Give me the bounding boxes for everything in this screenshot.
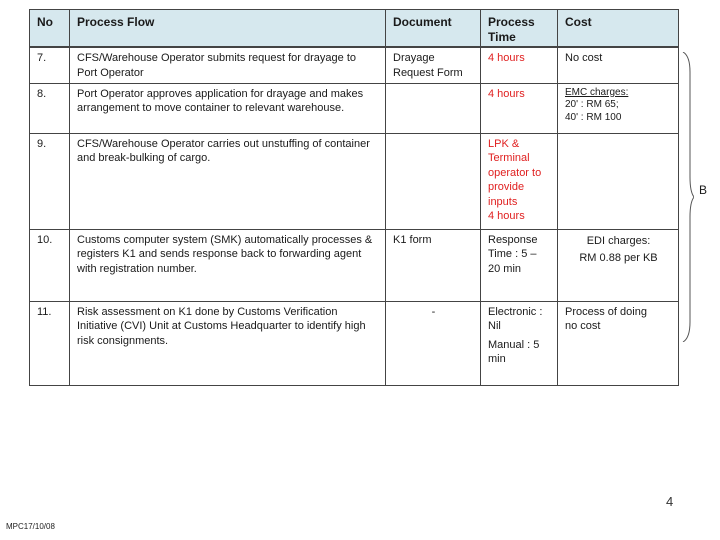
- time-line: Electronic :: [488, 305, 543, 318]
- process-flow-cell: CFS/Warehouse Operator carries out unstuffing of container and break-bulking of cargo.: [70, 133, 386, 229]
- time-line: provide: [488, 181, 525, 193]
- document-line: -: [431, 305, 436, 318]
- time-line: Nil: [488, 320, 501, 332]
- cost-cell: [558, 133, 679, 229]
- document-line: K1 form: [393, 233, 432, 246]
- row-number: 8.: [30, 83, 70, 133]
- cost-line: Process of doing: [565, 305, 647, 318]
- header-no: No: [30, 10, 70, 48]
- document-line: Request Form: [393, 66, 463, 79]
- document-cell: [386, 229, 481, 301]
- cost-line: 40' : RM 100: [565, 111, 622, 123]
- cost-line: No cost: [565, 52, 603, 64]
- process-time-cell: [481, 133, 558, 229]
- table-row: [30, 47, 679, 83]
- cost-cell: [558, 83, 679, 133]
- time-line: min: [488, 353, 506, 365]
- time-line: 4 hours: [488, 210, 525, 222]
- process-time-cell: [481, 47, 558, 83]
- bracket-label: B: [699, 183, 708, 197]
- header-document: Document: [386, 10, 481, 48]
- cost-line: 20' : RM 65;: [565, 99, 619, 110]
- document-cell: [386, 301, 481, 385]
- cost-line: RM 0.88 per KB: [579, 251, 658, 264]
- document-cell: [386, 133, 481, 229]
- table-header-row: [30, 10, 679, 48]
- process-flow-cell: CFS/Warehouse Operator submits request for drayage to Port Operator: [70, 47, 386, 83]
- time-line: inputs: [488, 195, 518, 208]
- process-time-cell: [481, 301, 558, 385]
- time-line: Response: [488, 233, 538, 246]
- cost-line: EDI charges:: [586, 234, 651, 247]
- time-line: Manual : 5: [488, 338, 540, 351]
- header-process-flow: Process Flow: [70, 10, 386, 48]
- document-cell: [386, 47, 481, 83]
- table-row: [30, 301, 679, 385]
- header-process-time: Process Time: [481, 10, 558, 48]
- document-cell: [386, 83, 481, 133]
- process-flow-cell: Customs computer system (SMK) automatically processes & registers K1 and sends response back to forwarding agent with registration number.: [70, 229, 386, 301]
- time-line: 4 hours: [488, 52, 525, 64]
- time-line: operator to: [488, 166, 542, 179]
- time-line: 20 min: [488, 262, 522, 275]
- cost-line: EMC charges:: [565, 86, 629, 98]
- row-number: 7.: [30, 47, 70, 83]
- document-line: Drayage: [393, 52, 435, 64]
- process-time-cell: [481, 83, 558, 133]
- row-number: 9.: [30, 133, 70, 229]
- cost-cell: [558, 229, 679, 301]
- time-line: LPK &: [488, 137, 520, 150]
- curly-bracket: [682, 52, 694, 342]
- cost-line: no cost: [565, 320, 601, 332]
- table-row: [30, 229, 679, 301]
- row-number: 11.: [30, 301, 70, 385]
- process-table: [29, 9, 679, 386]
- process-flow-cell: Port Operator approves application for drayage and makes arrangement to move container to relevant warehouse.: [70, 83, 386, 133]
- header-cost: Cost: [558, 10, 679, 48]
- table-row: [30, 133, 679, 229]
- table-row: [30, 83, 679, 133]
- footer-code: MPC17/10/08: [6, 522, 55, 531]
- time-line: 4 hours: [488, 87, 525, 100]
- time-line: Time : 5 –: [488, 248, 537, 260]
- time-line: Terminal: [488, 152, 530, 164]
- process-table-container: [29, 9, 678, 386]
- process-flow-cell: Risk assessment on K1 done by Customs Verification Initiative (CVI) Unit at Customs Headquarter to identify high risk consignments.: [70, 301, 386, 385]
- process-time-cell: [481, 229, 558, 301]
- cost-cell: [558, 47, 679, 83]
- cost-cell: [558, 301, 679, 385]
- row-number: 10.: [30, 229, 70, 301]
- page-number: 4: [666, 494, 674, 509]
